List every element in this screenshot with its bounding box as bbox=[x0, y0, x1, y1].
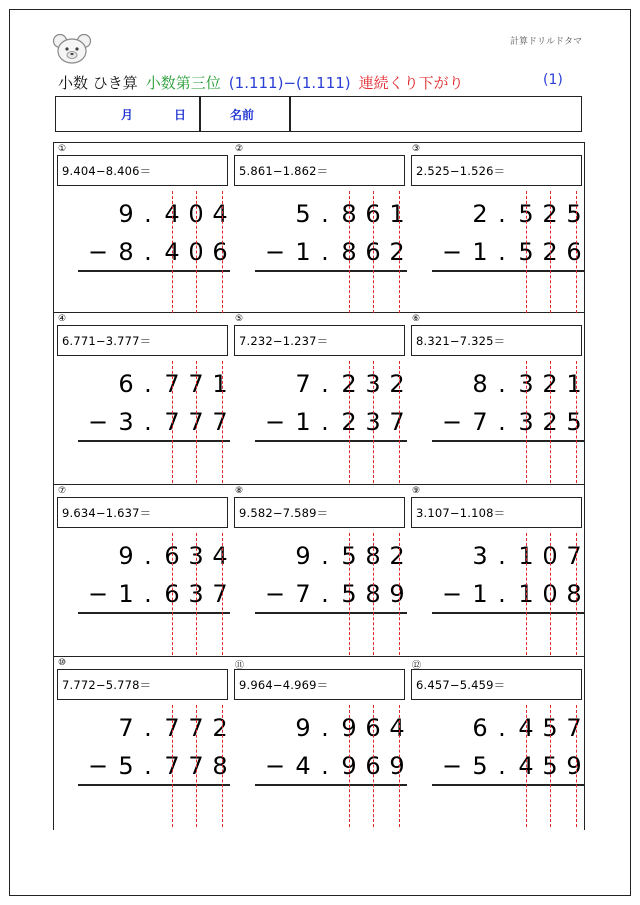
digit: 7 bbox=[188, 408, 204, 436]
decimal-point: . bbox=[321, 408, 329, 436]
answer-line bbox=[432, 784, 584, 786]
subtrahend-row bbox=[408, 237, 585, 267]
minuend-row bbox=[408, 541, 585, 571]
problem-cell bbox=[408, 313, 585, 485]
digit-guide-line bbox=[576, 191, 577, 313]
digit: 2 bbox=[341, 370, 357, 398]
decimal-point: . bbox=[498, 238, 506, 266]
divider bbox=[289, 97, 291, 131]
digit: 8 bbox=[341, 238, 357, 266]
digit-guide-line bbox=[349, 533, 350, 655]
digit: 7 bbox=[389, 408, 405, 436]
digit: 3 bbox=[188, 580, 204, 608]
digit-guide-line bbox=[196, 361, 197, 483]
subtrahend-row bbox=[54, 751, 231, 781]
digit: 9 bbox=[389, 752, 405, 780]
minuend-row bbox=[231, 199, 408, 229]
decimal-point: . bbox=[321, 714, 329, 742]
digit: 2 bbox=[542, 200, 558, 228]
problem-number: ⑥ bbox=[412, 314, 421, 324]
answer-line bbox=[255, 784, 407, 786]
problem-expression-box[interactable]: 2.525−1.526＝ bbox=[411, 155, 582, 186]
digit: 9 bbox=[389, 580, 405, 608]
digit: 7 bbox=[212, 408, 228, 436]
minuend-row bbox=[408, 369, 585, 399]
problem-expression-box[interactable]: 8.321−7.325＝ bbox=[411, 325, 582, 356]
problem-number: ① bbox=[58, 144, 67, 154]
minuend-row bbox=[408, 713, 585, 743]
problem-number: ⑤ bbox=[235, 314, 244, 324]
decimal-point: . bbox=[321, 370, 329, 398]
digit: 7 bbox=[164, 408, 180, 436]
subtrahend-row bbox=[54, 579, 231, 609]
digit-guide-line bbox=[222, 191, 223, 313]
minus-sign: − bbox=[265, 752, 286, 780]
digit: 0 bbox=[542, 580, 558, 608]
answer-line bbox=[78, 270, 230, 272]
problem-number: ⑧ bbox=[235, 486, 244, 496]
digit: 2 bbox=[472, 200, 488, 228]
subtrahend-row bbox=[408, 751, 585, 781]
digit: 8 bbox=[566, 580, 582, 608]
digit-guide-line bbox=[349, 191, 350, 313]
digit-guide-line bbox=[373, 533, 374, 655]
digit: 6 bbox=[365, 238, 381, 266]
problem-number: ⑨ bbox=[412, 486, 421, 496]
digit: 6 bbox=[365, 752, 381, 780]
digit-guide-line bbox=[399, 191, 400, 313]
title-part-borrowing: 連続くり下がり bbox=[358, 74, 464, 92]
digit-guide-line bbox=[399, 705, 400, 827]
digit-guide-line bbox=[172, 705, 173, 827]
problem-expression-box[interactable]: 6.771−3.777＝ bbox=[57, 325, 228, 356]
problem-number: ⑪ bbox=[235, 661, 245, 671]
digit: 5 bbox=[295, 200, 311, 228]
digit-guide-line bbox=[526, 533, 527, 655]
digit: 8 bbox=[118, 238, 134, 266]
decimal-point: . bbox=[321, 752, 329, 780]
digit: 1 bbox=[472, 238, 488, 266]
answer-line bbox=[78, 612, 230, 614]
digit: 4 bbox=[164, 238, 180, 266]
digit: 9 bbox=[118, 542, 134, 570]
minuend-row bbox=[54, 369, 231, 399]
decimal-point: . bbox=[498, 714, 506, 742]
problem-cell bbox=[231, 485, 408, 657]
digit: 7 bbox=[188, 714, 204, 742]
worksheet-title bbox=[58, 72, 464, 93]
decimal-point: . bbox=[498, 408, 506, 436]
digit: 6 bbox=[566, 238, 582, 266]
subtrahend-row bbox=[231, 751, 408, 781]
page-number: (1) bbox=[543, 72, 563, 88]
answer-line bbox=[432, 270, 584, 272]
problem-cell bbox=[408, 485, 585, 657]
problem-expression-box[interactable]: 6.457−5.459＝ bbox=[411, 669, 582, 700]
problem-number: ② bbox=[235, 144, 244, 154]
brand-label: 計算ドリルドタマ bbox=[509, 37, 582, 47]
decimal-point: . bbox=[144, 408, 152, 436]
minus-sign: − bbox=[442, 408, 463, 436]
digit: 8 bbox=[212, 752, 228, 780]
digit: 2 bbox=[389, 542, 405, 570]
digit: 6 bbox=[365, 200, 381, 228]
digit: 9 bbox=[295, 542, 311, 570]
digit: 5 bbox=[118, 752, 134, 780]
divider bbox=[199, 97, 201, 131]
digit: 8 bbox=[341, 200, 357, 228]
minus-sign: − bbox=[88, 752, 109, 780]
problem-cell bbox=[231, 143, 408, 315]
digit: 2 bbox=[212, 714, 228, 742]
problem-expression-box[interactable]: 7.232−1.237＝ bbox=[234, 325, 405, 356]
digit: 8 bbox=[365, 580, 381, 608]
minus-sign: − bbox=[265, 580, 286, 608]
problem-cell bbox=[231, 657, 408, 829]
problem-expression-box[interactable]: 7.772−5.778＝ bbox=[57, 669, 228, 700]
digit: 9 bbox=[341, 752, 357, 780]
digit: 5 bbox=[472, 752, 488, 780]
digit: 1 bbox=[118, 580, 134, 608]
digit: 2 bbox=[542, 370, 558, 398]
digit: 2 bbox=[389, 370, 405, 398]
answer-line bbox=[432, 612, 584, 614]
problem-cell bbox=[408, 143, 585, 315]
decimal-point: . bbox=[144, 580, 152, 608]
digit: 4 bbox=[212, 542, 228, 570]
digit: 1 bbox=[518, 580, 534, 608]
problem-cell bbox=[408, 657, 585, 829]
digit: 2 bbox=[542, 408, 558, 436]
problem-expression-box[interactable]: 3.107−1.108＝ bbox=[411, 497, 582, 528]
decimal-point: . bbox=[144, 714, 152, 742]
digit: 7 bbox=[188, 370, 204, 398]
digit: 9 bbox=[295, 714, 311, 742]
digit: 1 bbox=[389, 200, 405, 228]
digit: 9 bbox=[341, 714, 357, 742]
digit: 4 bbox=[518, 752, 534, 780]
digit: 3 bbox=[365, 370, 381, 398]
decimal-point: . bbox=[144, 200, 152, 228]
minuend-row bbox=[54, 199, 231, 229]
title-part-decimal-place: 小数第三位 bbox=[145, 74, 221, 92]
digit: 4 bbox=[164, 200, 180, 228]
minuend-row bbox=[54, 541, 231, 571]
digit: 0 bbox=[542, 542, 558, 570]
digit-guide-line bbox=[526, 361, 527, 483]
minuend-row bbox=[408, 199, 585, 229]
digit: 2 bbox=[341, 408, 357, 436]
minus-sign: − bbox=[442, 580, 463, 608]
digit: 9 bbox=[566, 752, 582, 780]
minus-sign: − bbox=[265, 408, 286, 436]
answer-line bbox=[255, 612, 407, 614]
minuend-row bbox=[54, 713, 231, 743]
digit-guide-line bbox=[373, 361, 374, 483]
digit: 6 bbox=[164, 542, 180, 570]
digit-guide-line bbox=[196, 191, 197, 313]
digit-guide-line bbox=[550, 361, 551, 483]
digit: 7 bbox=[566, 542, 582, 570]
problem-number: ④ bbox=[58, 314, 67, 324]
digit: 7 bbox=[212, 580, 228, 608]
digit: 8 bbox=[365, 542, 381, 570]
digit-guide-line bbox=[373, 705, 374, 827]
title-part-format: (1.111)−(1.111) bbox=[228, 74, 351, 92]
minuend-row bbox=[231, 713, 408, 743]
digit-guide-line bbox=[196, 705, 197, 827]
digit: 4 bbox=[295, 752, 311, 780]
answer-line bbox=[78, 440, 230, 442]
digit: 7 bbox=[566, 714, 582, 742]
digit: 3 bbox=[365, 408, 381, 436]
digit: 0 bbox=[188, 238, 204, 266]
subtrahend-row bbox=[408, 579, 585, 609]
problem-cell bbox=[54, 143, 231, 315]
digit: 5 bbox=[542, 752, 558, 780]
digit: 6 bbox=[212, 238, 228, 266]
month-label: 月 bbox=[121, 108, 134, 122]
digit: 5 bbox=[542, 714, 558, 742]
digit-guide-line bbox=[550, 533, 551, 655]
minus-sign: − bbox=[88, 408, 109, 436]
decimal-point: . bbox=[321, 580, 329, 608]
digit: 3 bbox=[118, 408, 134, 436]
digit-guide-line bbox=[172, 533, 173, 655]
digit-guide-line bbox=[526, 705, 527, 827]
answer-line bbox=[432, 440, 584, 442]
subtrahend-row bbox=[408, 407, 585, 437]
problem-cell bbox=[54, 313, 231, 485]
digit: 6 bbox=[365, 714, 381, 742]
subtrahend-row bbox=[54, 407, 231, 437]
subtrahend-row bbox=[231, 579, 408, 609]
problem-number: ③ bbox=[412, 144, 421, 154]
digit: 5 bbox=[566, 408, 582, 436]
digit-guide-line bbox=[172, 361, 173, 483]
digit-guide-line bbox=[576, 705, 577, 827]
decimal-point: . bbox=[498, 580, 506, 608]
day-label: 日 bbox=[174, 108, 187, 122]
minus-sign: − bbox=[88, 580, 109, 608]
problem-number: ⑫ bbox=[412, 661, 422, 671]
minuend-row bbox=[231, 541, 408, 571]
answer-line bbox=[255, 270, 407, 272]
digit-guide-line bbox=[399, 533, 400, 655]
problem-number: ⑦ bbox=[58, 486, 67, 496]
minus-sign: − bbox=[442, 752, 463, 780]
minus-sign: − bbox=[265, 238, 286, 266]
problem-cell bbox=[54, 657, 231, 829]
decimal-point: . bbox=[498, 542, 506, 570]
digit: 5 bbox=[518, 200, 534, 228]
digit: 7 bbox=[164, 752, 180, 780]
subtrahend-row bbox=[231, 407, 408, 437]
digit-guide-line bbox=[550, 191, 551, 313]
digit: 6 bbox=[164, 580, 180, 608]
decimal-point: . bbox=[498, 200, 506, 228]
digit: 7 bbox=[164, 370, 180, 398]
digit: 5 bbox=[518, 238, 534, 266]
digit-guide-line bbox=[399, 361, 400, 483]
minus-sign: − bbox=[442, 238, 463, 266]
digit: 4 bbox=[518, 714, 534, 742]
decimal-point: . bbox=[144, 542, 152, 570]
decimal-point: . bbox=[498, 752, 506, 780]
answer-line bbox=[78, 784, 230, 786]
digit: 7 bbox=[295, 370, 311, 398]
digit-guide-line bbox=[576, 533, 577, 655]
digit: 7 bbox=[164, 714, 180, 742]
decimal-point: . bbox=[144, 370, 152, 398]
digit-guide-line bbox=[349, 705, 350, 827]
digit-guide-line bbox=[222, 533, 223, 655]
problem-expression-box[interactable]: 5.861−1.862＝ bbox=[234, 155, 405, 186]
digit: 2 bbox=[389, 238, 405, 266]
digit-guide-line bbox=[222, 361, 223, 483]
digit: 7 bbox=[295, 580, 311, 608]
digit-guide-line bbox=[550, 705, 551, 827]
digit: 8 bbox=[472, 370, 488, 398]
problem-number: ⑩ bbox=[58, 658, 67, 668]
digit: 9 bbox=[118, 200, 134, 228]
decimal-point: . bbox=[321, 200, 329, 228]
digit: 6 bbox=[118, 370, 134, 398]
digit-guide-line bbox=[349, 361, 350, 483]
minuend-row bbox=[231, 369, 408, 399]
digit-guide-line bbox=[222, 705, 223, 827]
decimal-point: . bbox=[321, 238, 329, 266]
digit: 7 bbox=[472, 408, 488, 436]
digit-guide-line bbox=[196, 533, 197, 655]
digit: 3 bbox=[188, 542, 204, 570]
subtrahend-row bbox=[54, 237, 231, 267]
decimal-point: . bbox=[144, 238, 152, 266]
digit: 2 bbox=[542, 238, 558, 266]
minus-sign: − bbox=[88, 238, 109, 266]
digit-guide-line bbox=[172, 191, 173, 313]
problem-expression-box[interactable]: 9.582−7.589＝ bbox=[234, 497, 405, 528]
digit: 6 bbox=[472, 714, 488, 742]
bear-logo-icon bbox=[52, 33, 92, 65]
digit: 1 bbox=[566, 370, 582, 398]
digit: 4 bbox=[389, 714, 405, 742]
digit: 7 bbox=[188, 752, 204, 780]
problem-expression-box[interactable]: 9.964−4.969＝ bbox=[234, 669, 405, 700]
subtrahend-row bbox=[231, 237, 408, 267]
digit: 7 bbox=[118, 714, 134, 742]
answer-line bbox=[255, 440, 407, 442]
problem-expression-box[interactable]: 9.404−8.406＝ bbox=[57, 155, 228, 186]
digit: 4 bbox=[212, 200, 228, 228]
digit: 1 bbox=[295, 408, 311, 436]
decimal-point: . bbox=[498, 370, 506, 398]
digit: 1 bbox=[472, 580, 488, 608]
digit: 1 bbox=[518, 542, 534, 570]
name-date-bar bbox=[55, 96, 582, 132]
decimal-point: . bbox=[144, 752, 152, 780]
digit: 5 bbox=[341, 580, 357, 608]
digit-guide-line bbox=[526, 191, 527, 313]
problem-cell bbox=[54, 485, 231, 657]
digit: 3 bbox=[472, 542, 488, 570]
decimal-point: . bbox=[321, 542, 329, 570]
digit-guide-line bbox=[373, 191, 374, 313]
problem-expression-box[interactable]: 9.634−1.637＝ bbox=[57, 497, 228, 528]
digit: 3 bbox=[518, 370, 534, 398]
digit: 1 bbox=[212, 370, 228, 398]
name-label: 名前 bbox=[230, 108, 255, 122]
problem-cell bbox=[231, 313, 408, 485]
digit: 3 bbox=[518, 408, 534, 436]
digit: 5 bbox=[341, 542, 357, 570]
digit-guide-line bbox=[576, 361, 577, 483]
digit: 0 bbox=[188, 200, 204, 228]
title-part-subtraction: 小数 ひき算 bbox=[58, 74, 138, 92]
digit: 5 bbox=[566, 200, 582, 228]
digit: 1 bbox=[295, 238, 311, 266]
